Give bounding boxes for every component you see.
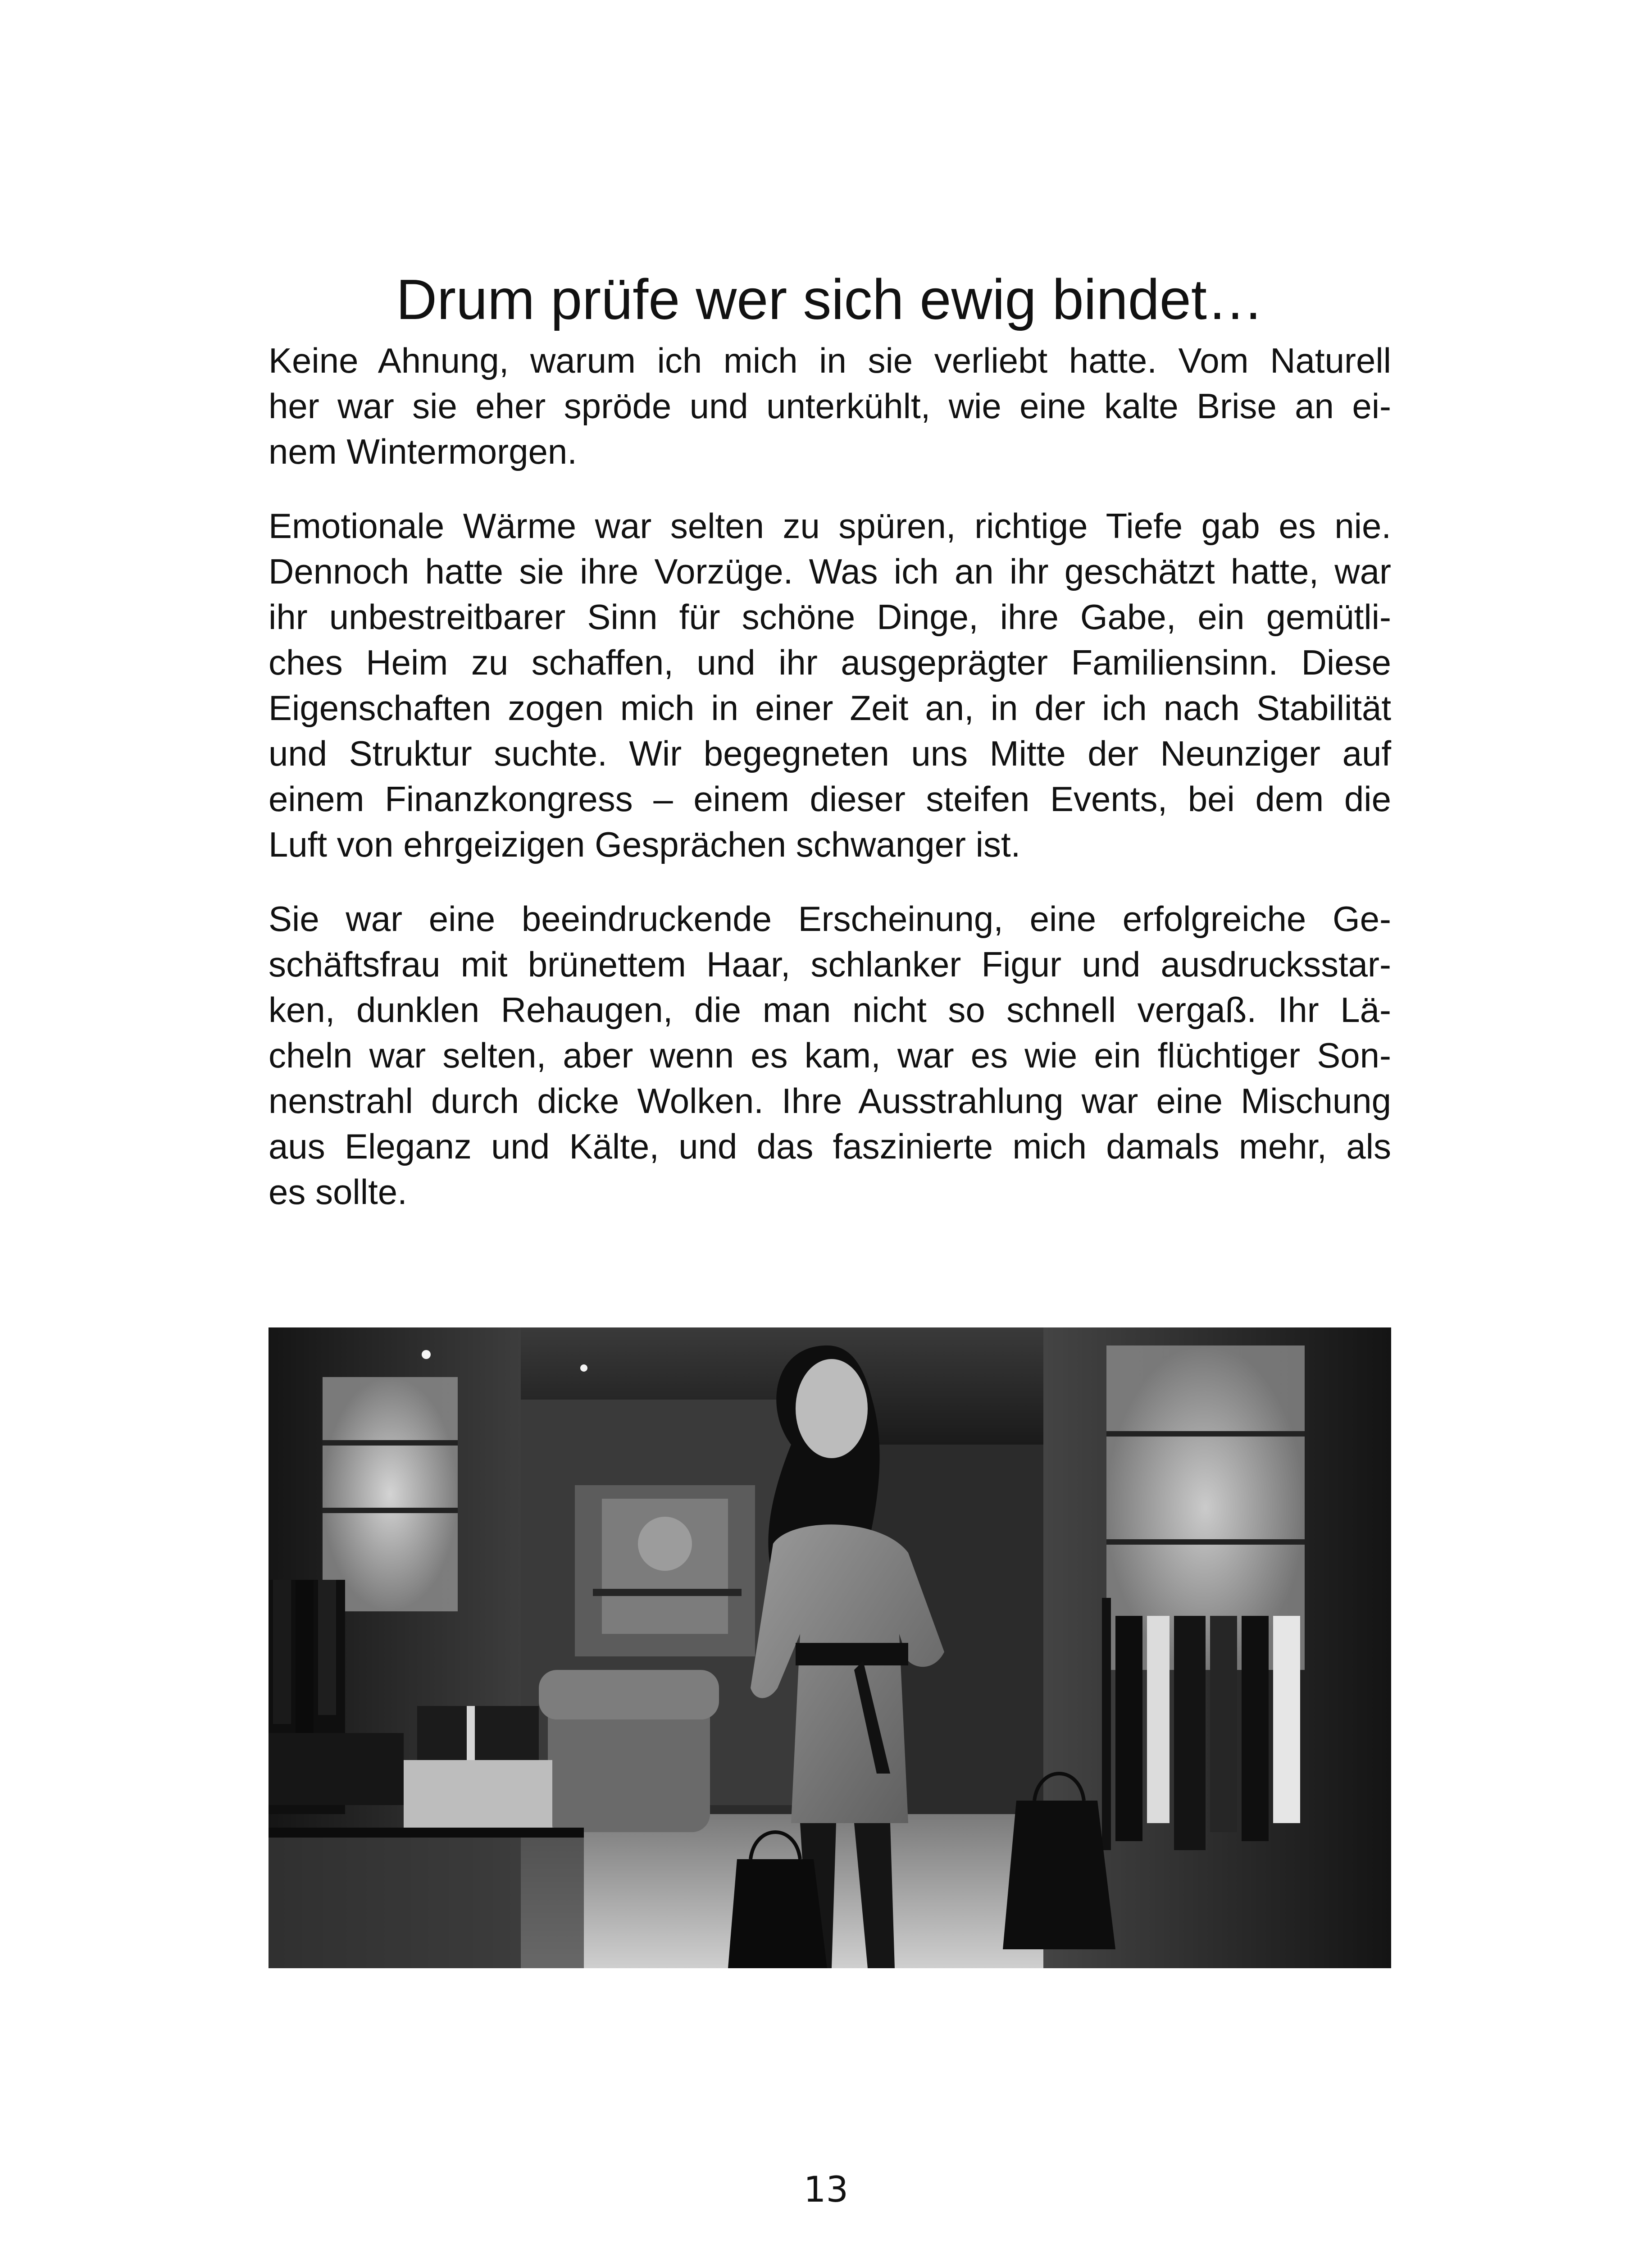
text-line: Emotionale Wärme war selten zu spüren, richtige Tiefe gab es nie.: [269, 506, 1391, 546]
text-line: Dennoch hatte sie ihre Vorzüge. Was ich an ihr geschätzt hatte, war: [269, 552, 1391, 591]
text-line: ken, dunklen Rehaugen, die man nicht so schnell vergaß. Ihr Lä-: [269, 990, 1391, 1030]
text-line: nem Wintermorgen.: [269, 432, 577, 471]
text-line: Luft von ehrgeizigen Gesprächen schwanger ist.: [269, 825, 1021, 864]
boutique-photo: [269, 1327, 1391, 1968]
text-line: Keine Ahnung, warum ich mich in sie verliebt hatte. Vom Naturell: [269, 341, 1391, 380]
page-number: 13: [803, 2170, 849, 2210]
paragraph-2: [269, 503, 1391, 867]
text-line: es sollte.: [269, 1172, 407, 1212]
text-line: her war sie eher spröde und unterkühlt, wie eine kalte Brise an ei-: [269, 386, 1391, 426]
paragraph-3: [269, 896, 1391, 1215]
text-line: schäftsfrau mit brünettem Haar, schlanker Figur und ausdrucksstar-: [269, 944, 1391, 984]
text-line: nenstrahl durch dicke Wolken. Ihre Ausstrahlung war eine Mischung: [269, 1081, 1391, 1121]
text-line: ches Heim zu schaffen, und ihr ausgeprägter Familiensinn. Diese: [269, 643, 1391, 682]
text-line: ihr unbestreitbarer Sinn für schöne Dinge, ihre Gabe, ein gemütli-: [269, 597, 1391, 637]
paragraph-1: [269, 338, 1391, 474]
body-text: [269, 338, 1391, 1244]
text-line: einem Finanzkongress – einem dieser steifen Events, bei dem die: [269, 779, 1391, 819]
text-line: aus Eleganz und Kälte, und das faszinierte mich damals mehr, als: [269, 1126, 1391, 1166]
text-line: und Struktur suchte. Wir begegneten uns Mitte der Neunziger auf: [269, 734, 1391, 773]
boutique-illustration: [269, 1327, 1391, 1968]
text-line: Sie war eine beeindruckende Erscheinung, eine erfolgreiche Ge-: [269, 899, 1391, 939]
chapter-title: Drum prüfe wer sich ewig bindet…: [396, 268, 1264, 331]
text-line: Eigenschaften zogen mich in einer Zeit an, in der ich nach Stabilität: [269, 688, 1391, 728]
text-line: cheln war selten, aber wenn es kam, war es wie ein flüchtiger Son-: [269, 1035, 1391, 1075]
